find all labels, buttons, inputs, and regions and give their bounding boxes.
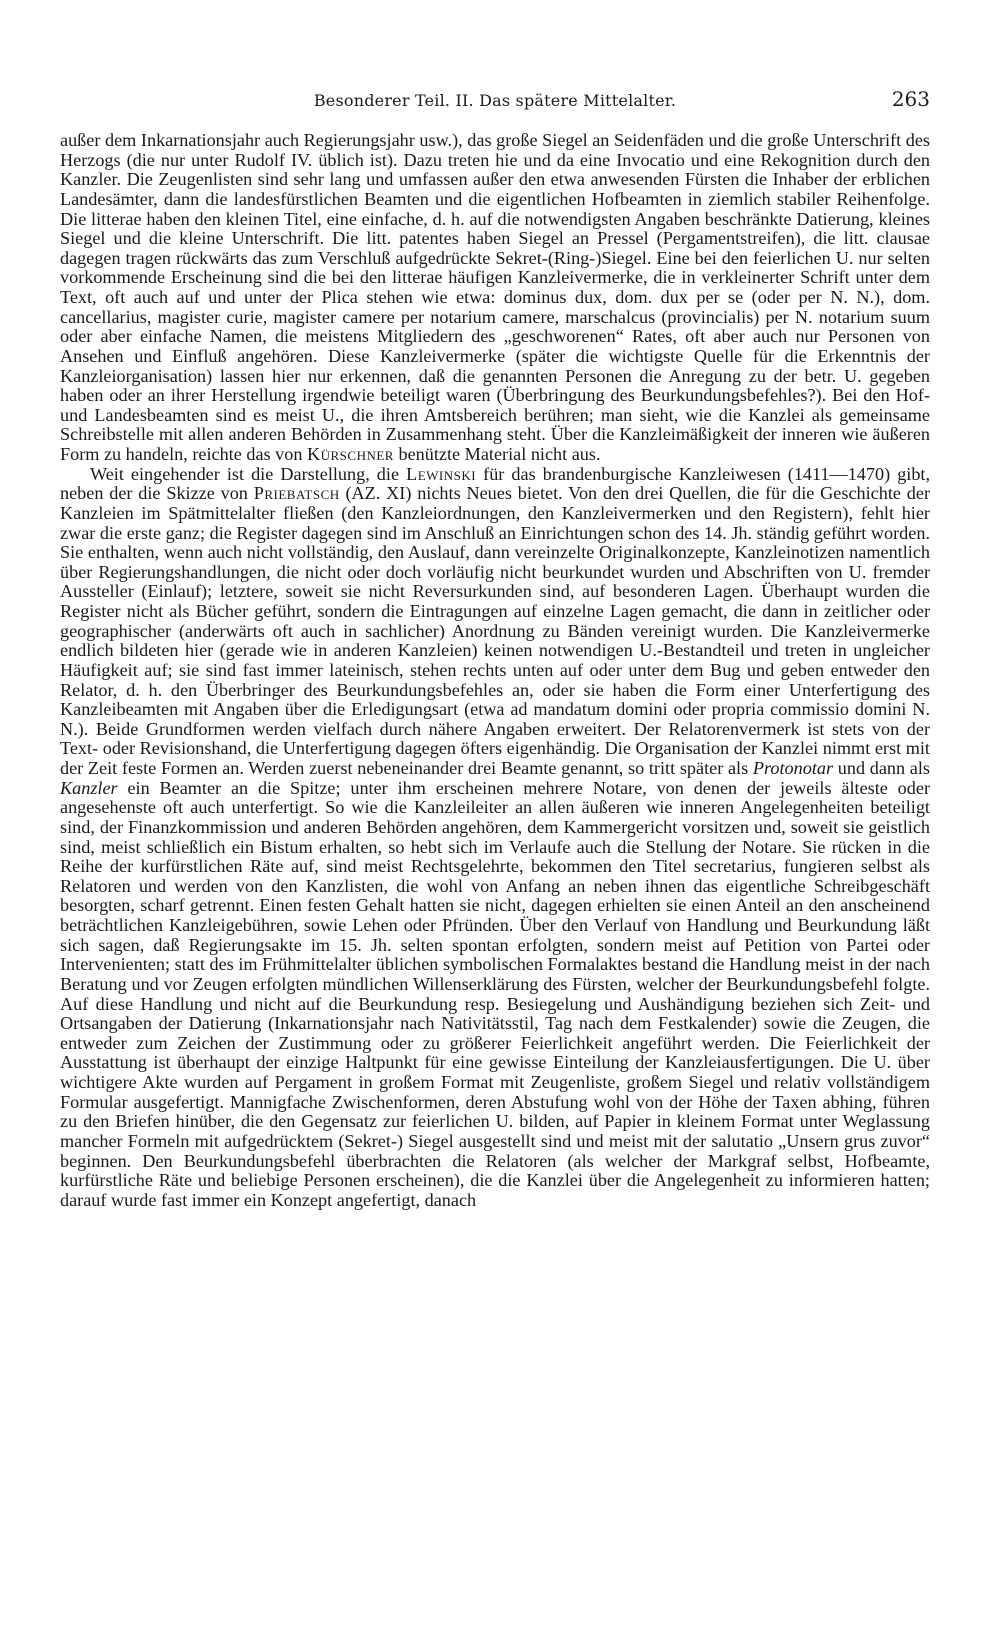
text-run: außer dem Inkarnationsjahr auch Regierungsjahr usw.), das große Siegel an Seidenfäden und die große Unterschrift des Herzogs (die nur unter Rudolf IV. üblich ist). Dazu treten hie und da eine Invocatio und eine Rekognition durch den Kanzler. Die Zeugenlisten sind sehr lang und umfassen außer den etwa anwesenden Fürsten die Inhaber der erblichen Landesämter, dann die landesfürstlichen Beamten und die eigentlichen Hofbeamten in ziemlich stabiler Reihenfolge. Die litterae haben den kleinen Titel, eine einfache, d. h. auf die notwendigsten Angaben beschränkte Datierung, kleines Siegel und die kleine Unterschrift. Die litt. patentes haben Siegel an Pressel (Pergamentstreifen), die litt. clausae dagegen tragen rückwärts das zum Verschluß aufgedrückte Sekret-(Ring-)Siegel. Eine bei den feierlichen U. nur selten vorkommende Erscheinung sind die bei den litterae häufigen Kanzleivermerke, die in verkleinerter Schrift unter dem Text, oft auch auf und unter der Plica stehen wie etwa: dominus dux, dom. dux per se (oder per N. N.), dom. cancellarius, magister curie, magister camere per notarium camere, marschalcus (provincialis) per N. notarium suum oder aber einfache Namen, die meistens Mitgliedern des „geschworenen“ Rates, oft aber auch nur Personen von Ansehen und Einfluß angehören. Diese Kanzleivermerke (später die wichtigste Quelle für die Erkenntnis der Kanzleiorganisation) lassen hier nur erkennen, daß die genannten Personen die Anregung zu der betr. U. gegeben haben oder an ihrer Herstellung irgendwie beteiligt waren (Überbringung des Beurkundungsbefehles?). Bei den Hof- und Landesbeamten sind es meist U., die ihren Amtsbereich berühren; man sieht, wie die Kanzlei als gemeinsame Schreibstelle mit allen anderen Behörden in Zusammenhang steht. Über die Kanzleimäßigkeit der inneren wie äußeren Form zu handeln, reichte das von xyxy=(60,130,930,464)
text-run: Weit eingehender ist die Darstellung, die xyxy=(90,463,400,484)
running-head: Besonderer Teil. II. Das spätere Mittelalter. xyxy=(313,91,677,110)
author-name: Kürschner xyxy=(306,444,394,464)
text-run: und dann als xyxy=(837,758,931,778)
paragraph xyxy=(60,131,930,465)
emphasized-term: Protonotar xyxy=(752,758,834,778)
page-header xyxy=(60,87,930,117)
paragraph xyxy=(60,465,930,1211)
body-text xyxy=(60,131,930,1210)
page-number: 263 xyxy=(891,87,930,111)
author-name: Priebatsch xyxy=(253,483,340,504)
author-name: Lewinski xyxy=(406,463,477,484)
text-run: ein Beamter an die Spitze; unter ihm erscheinen mehrere Notare, von denen der jeweils älteste oder angesehenste oft auch unterfertigt. So wie die Kanzleileiter an allen äußeren wie inneren Angelegenheiten beteiligt sind, der Finanzkommission und anderen Behörden angehören, dem Kammergericht vorsitzen und, soweit sie geistlich sind, meist schließlich ein Bistum erhalten, so hebt sich im Verlaufe auch die Stellung der Notare. Sie rücken in die Reihe der kurfürstlichen Räte auf, sind meist Rechtsgelehrte, bekommen den Titel secretarius, fungieren selbst als Relatoren und werden von den Kanzlisten, die wohl von Anfang an neben ihnen das eigentliche Schreibgeschäft besorgten, scharf getrennt. Einen festen Gehalt hatten sie nicht, dagegen erhielten sie einen Anteil an den anscheinend beträchtlichen Kanzleigebühren, sowie Lehen oder Pfründen. Über den Verlauf von Handlung und Beurkundung läßt sich sagen, daß Regierungsakte im 15. Jh. selten spontan erfolgten, sondern meist auf Petition von Partei oder Intervenienten; statt des im Frühmittelalter üblichen symbolischen Formalaktes bestand die Handlung meist in der nach Beratung und vor Zeugen erfolgten mündlichen Willenserklärung des Fürsten, welcher der Beurkundungsbefehl folgte. Auf diese Handlung und nicht auf die Beurkundung resp. Besiegelung und Aushändigung beziehen sich Zeit- und Ortsangaben der Datierung (Inkarnationsjahr nach Nativitätsstil, Tag nach dem Festkalender) sowie die Zeugen, die entweder zum Zeichen der Zustimmung oder zu größerer Feierlichkeit angeführt werden. Die Feierlichkeit der Ausstattung ist überhaupt der einzige Haltpunkt für eine gewisse Einteilung der Kanzleiausfertigungen. Die U. über wichtigere Akte wurden auf Pergament in großem Format mit Zeugenliste, großem Siegel und relativ vollständigem Formular ausgefertigt. Mannigfache Zwischenformen, deren Abstufung wohl von der Höhe der Taxen abhing, führen zu den Briefen hinüber, die den Gegensatz zur feierlichen U. bilden, auf Papier in kleinem Format unter Weglassung mancher Formeln mit aufgedrücktem (Sekret-) Siegel ausgestellt sind und meist mit der salutatio „Unsern grus zuvor“ beginnen. Den Beurkundungsbefehl überbrachten die Relatoren (als welcher der Markgraf selbst, Hofbeamte, kurfürstliche Räte und beliebige Personen erscheinen), die die Kanzlei über die Angelegenheit zu informieren hatten; darauf wurde fast immer ein Konzept angefertigt, danach xyxy=(60,777,930,1210)
text-run: benützte Material nicht aus. xyxy=(398,444,601,464)
text-run: für das brandenburgische Kanzleiwesen (1411—1470) gibt, neben der die Skizze von xyxy=(60,463,931,504)
emphasized-term: Kanzler xyxy=(60,777,118,798)
text-run: (AZ. XI) nichts Neues bietet. Von den drei Quellen, die für die Geschichte der Kanzleien im Spätmittelalter fließen (den Kanzleiordnungen, den Kanzleivermerken und den Registern), fehlt hier zwar die erste ganz; die Register dagegen sind im Anschluß an Einrichtungen schon des 14. Jh. ständig geführt worden. Sie enthalten, wenn auch nicht vollständig, den Auslauf, dann vereinzelte Originalkonzepte, Kanzleinotizen namentlich über Regierungshandlungen, die nicht oder doch vorläufig nicht beurkundet wurden und Abschriften von U. fremder Aussteller (Einlauf); letztere, soweit sie nicht Reversurkunden sind, auf besonderen Lagen. Überhaupt wurden die Register nicht als Bücher geführt, sondern die Eintragungen auf einzelne Lagen gemacht, die dann in zeitlicher oder geographischer (anderwärts oft auch in sachlicher) Anordnung zu Bänden vereinigt wurden. Die Kanzleivermerke endlich bildeten hier (gerade wie in anderen Kanzleien) keinen notwendigen U.-Bestandteil und treten in ungleicher Häufigkeit auf; sie sind fast immer lateinisch, stehen rechts unten auf oder unter dem Bug und geben entweder den Relator, d. h. den Überbringer des Beurkundungsbefehles an, oder sie haben die Form einer Unterfertigung des Kanzleibeamten mit Angaben über die Erledigungsart (etwa ad mandatum domini oder propria commissio domini N. N.). Beide Grundformen werden vielfach durch nähere Angaben erweitert. Der Relatorenvermerk ist stets von der Text- oder Revisionshand, die Unterfertigung dagegen öfters eigenhändig. Die Organisation der Kanzlei nimmt erst mit der Zeit feste Formen an. Werden zuerst nebeneinander drei Beamte genannt, so tritt später als xyxy=(60,483,931,778)
